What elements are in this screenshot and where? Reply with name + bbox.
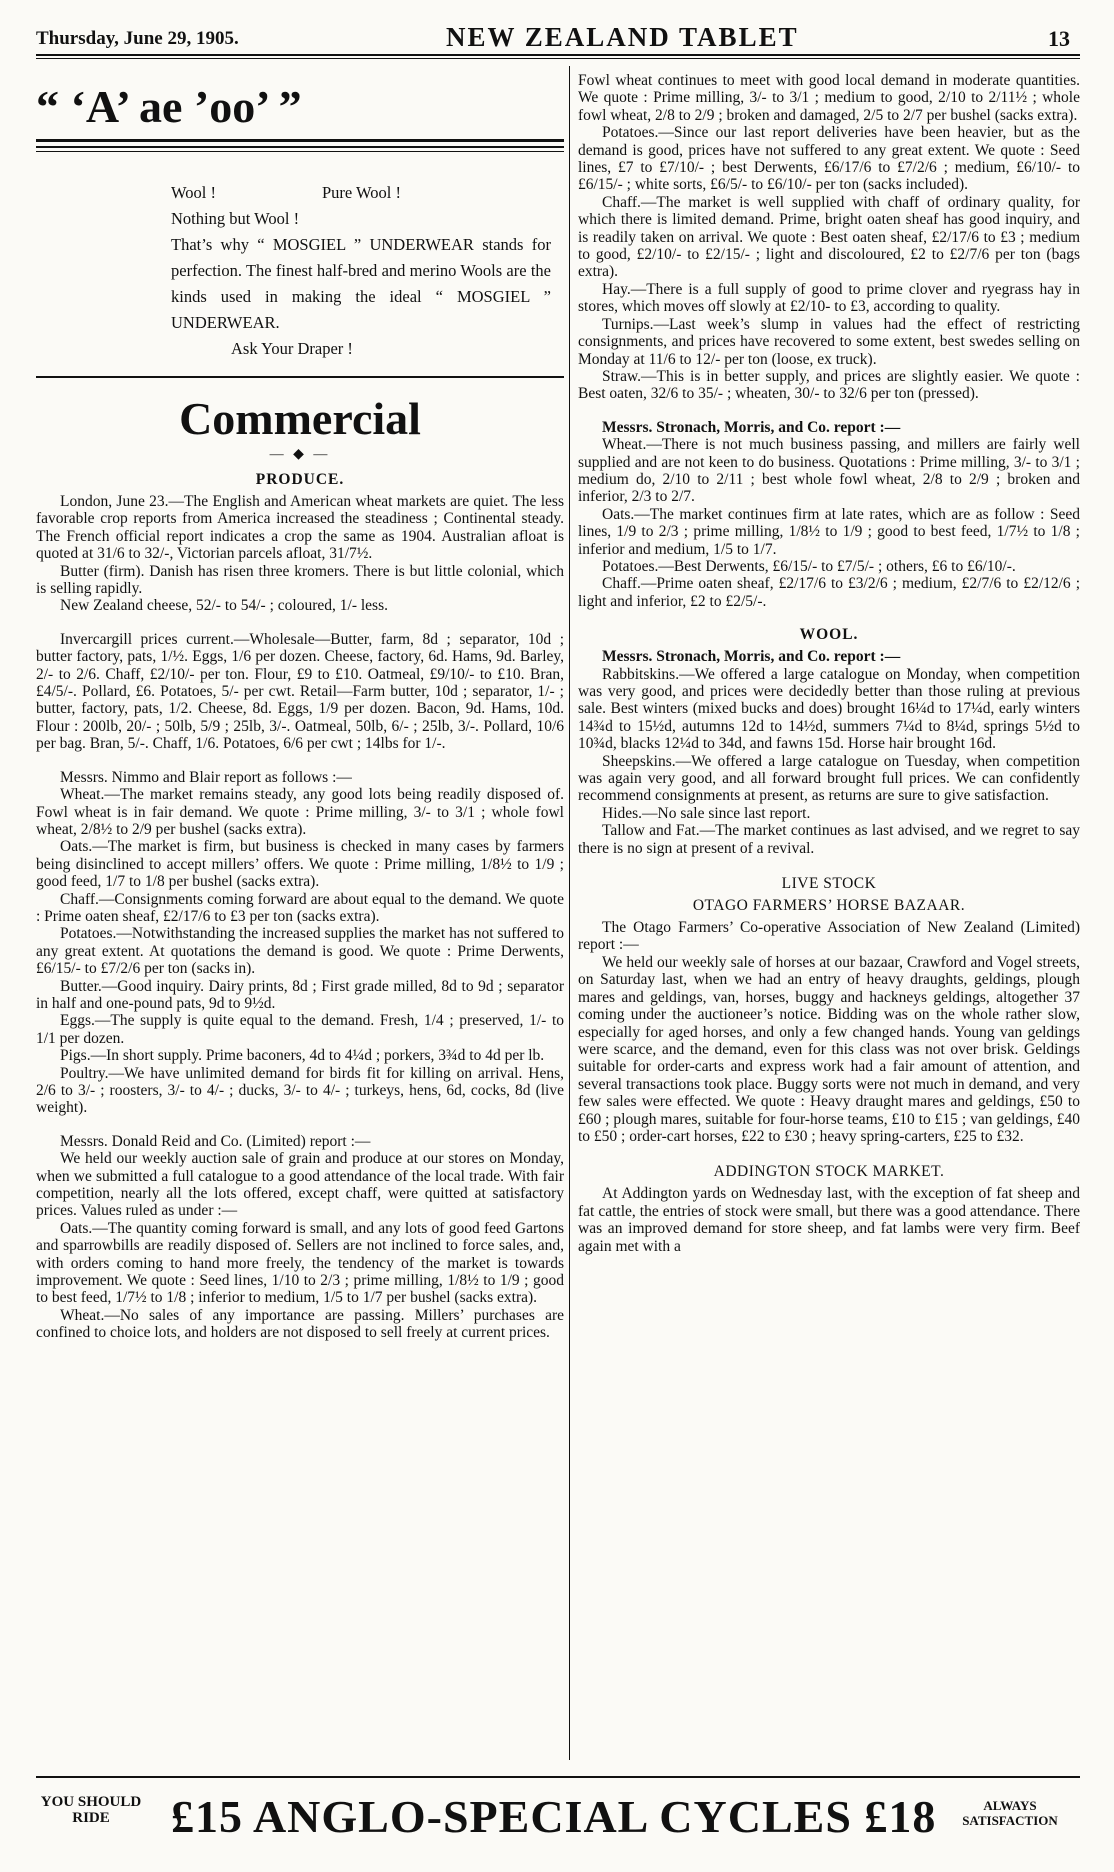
mosgiel-advertisement [171,180,551,362]
reid-intro: We held our weekly auction sale of grain and produce at our stores on Monday, when we submitted a full catalogue to a good attendance of the local trade. With fair competition, nearly all the lots offered, except chaff, were quitted at satisfactory prices. Values ruled as under :— [36,1150,564,1220]
horse-bazaar-heading: OTAGO FARMERS’ HORSE BAZAAR. [692,897,966,915]
ad-body: That’s why “ MOSGIEL ” UNDERWEAR stands for perfection. The finest half-bred and merino Wools are the kinds used in making the ideal “ MOSGIEL ” UNDERWEAR. [171,235,551,332]
page-number: 13 [1048,26,1070,51]
hides-report: Hides.—No sale since last report. [602,804,811,822]
footer-main-text: £15 ANGLO-SPECIAL CYCLES £18 [171,1791,937,1842]
nimmo-oats: Oats.—The market is firm, but business is checked in many cases by farmers being disinclined to accept millers’ offers. We quote : Prime milling, 1/8½ to 1/9 ; good feed, 1/7 to 1/8 per bushel (sacks extra). [36,838,564,891]
cheese-report: New Zealand cheese, 52/- to 54/- ; coloured, 1/- less. [60,597,388,615]
reid-heading: Messrs. Donald Reid and Co. (Limited) report :— [60,1132,371,1150]
tallow-report: Tallow and Fat.—The market continues as last advised, and we regret to say there is no sign at present of a revival. [578,822,1080,857]
turnips-report: Turnips.—Last week’s slump in values had the effect of restricting consignments, and prices have recovered to some extent, best swedes selling on Monday at 11/6 to 12/- per ton (loose, ex truck). [578,315,1080,368]
nimmo-eggs: Eggs.—The supply is quite equal to the demand. Fresh, 1/4 ; preserved, 1/- to 1/1 per dozen. [36,1012,564,1047]
ad-wool-text: Wool ! [171,183,216,202]
fowl-wheat-report: Fowl wheat continues to meet with good local demand in moderate quantities. We quote : Prime milling, 3/- to 3/1 ; medium to good, 2/10 to 2/11½ ; whole fowl wheat, 2/8 to 2/9 ; broken and damaged, 2/5 to 2/7 per bushel (sacks extra). [578,72,1080,124]
page-header [36,22,1080,52]
commercial-title: Commercial [179,393,421,444]
footer-rule [36,1776,1080,1778]
ad-nothing-but-wool: Nothing but Wool ! [171,209,300,228]
straw-report: Straw.—This is in better supply, and prices are slightly easier. We quote : Best oaten, 32/6 to 35/- ; wheaten, 30/- to 32/6 per ton (pressed). [578,367,1080,403]
ad-signoff: Ask Your Draper ! [231,339,353,358]
stronach-heading: Messrs. Stronach, Morris, and Co. report :— [602,418,901,436]
nimmo-potatoes: Potatoes.—Notwithstanding the increased supplies the market has not suffered to any great extent. At quotations the demand is good. We quote : Prime Derwents, £6/15/- to £7/2/6 per ton (sacks in). [36,925,564,978]
addington-body: At Addington yards on Wednesday last, with the exception of fat sheep and fat cattle, the entries of stock were small, but there was a good attendance. There was an improved demand for store sheep, and fat lambs were very firm. Beef again met with a [578,1185,1080,1255]
header-rule-thin [36,58,1080,59]
hay-report: Hay.—There is a full supply of good to prime clover and ryegrass hay in stores, which moves off slowly at £2/10- to £3, according to quality. [578,280,1080,316]
issue-date: Thursday, June 29, 1905. [36,28,239,49]
nimmo-chaff: Chaff.—Consignments coming forward are about equal to the demand. We quote : Prime oaten sheaf, £2/17/6 to £3 per ton (sacks extra). [36,890,564,925]
horse-bazaar-body: We held our weekly sale of horses at our bazaar, Crawford and Vogel streets, on Saturday last, when we had an entry of heavy draughts, geldings, plough mares and geldings, van, horses, buggy and hackneys geldings, altogether 37 coming under the auctioneer’s notice. Bidding was on the whole rather slow, especially for aged horses, and only a few changed hands. Young van geldings were scarce, and the demand, even for this class was not over brisk. Geldings suitable for order-carts and express work had a fair amount of attention, and several transactions took place. Buggy sorts were not much in demand, and very few sales were effected. We quote : Heavy draught mares and geldings, £50 to £60 ; plough mares, suitable for four-horse teams, £10 to £15 ; van geldings, £40 to £50 ; order-cart horses, £22 to £30 ; heavy spring-carters, £25 to £32. [578,953,1080,1145]
ornament-divider: — ◆ — [269,447,331,462]
stronach-chaff: Chaff.—Prime oaten sheaf, £2/17/6 to £3/2/6 ; medium, £2/7/6 to £2/12/6 ; light and inferior, £2 to £2/5/-. [578,575,1080,610]
masthead: NEW ZEALAND TABLET [446,22,799,52]
potatoes-report: Potatoes.—Since our last report deliveries have been heavier, but as the demand is good, prices have not suffered to any great extent. We quote : Seed lines, £7 to £7/10/- ; best Derwents, £6/17/6 to £7/2/6 ; medium, £6/10/- to £6/15/- ; white sorts, £6/5/- to £6/10/- per ton (sacks included). [578,124,1080,194]
ad-title: “ ‘A’ ae ’oo’ ” [36,81,302,132]
ad-pure-wool-text: Pure Wool ! [321,183,401,202]
chaff-report: Chaff.—The market is well supplied with chaff of ordinary quality, for which there is limited demand. Prime, bright oaten sheaf has good inquiry, and is readily taken on arrival. We quote : Best oaten sheaf, £2/17/6 to £3 ; medium to good, £2/10/- to £2/15/- ; light and discoloured, £2 to £2/7/6 per ton (bags extra). [578,193,1080,281]
stronach-oats: Oats.—The market continues firm at late rates, which are as follow : Seed lines, 1/9 to 2/3 ; prime milling, 1/8½ to 1/9 ; good to best feed, 1/7½ to 1/8 ; inferior and medium, 1/5 to 1/7. [578,505,1080,558]
butter-report: Butter (firm). Danish has risen three kromers. There is but little colonial, which is selling rapidly. [36,562,564,598]
cycles-advertisement [36,1790,1080,1854]
left-column [36,72,564,1752]
ad-thin-rule [36,151,564,152]
nimmo-wheat: Wheat.—The market remains steady, any good lots being readily disposed of. Fowl wheat is in fair demand. We quote : Prime milling, 3/- to 3/1 ; whole fowl wheat, 2/8½ to 2/9 per bushel (sacks extra). [36,786,564,838]
nimmo-pigs: Pigs.—In short supply. Prime baconers, 4d to 4¼d ; porkers, 3¾d to 4d per lb. [60,1047,545,1065]
wool-report-heading: Messrs. Stronach, Morris, and Co. report :— [602,648,901,666]
ad-line-1 [171,180,401,206]
produce-heading: PRODUCE. [255,471,345,488]
section-rule [36,376,564,378]
addington-heading: ADDINGTON STOCK MARKET. [713,1163,945,1181]
reid-wheat: Wheat.—No sales of any importance are passing. Millers’ purchases are confined to choice lots, and holders are not disposed to sell freely at current prices. [36,1306,564,1342]
wool-heading: WOOL. [799,626,859,644]
ad-double-rule [36,139,564,148]
invercargill-prices: Invercargill prices current.—Wholesale—Butter, farm, 8d ; separator, 10d ; butter factory, pats, 1/½. Eggs, 1/6 per dozen. Cheese, factory, 6d. Hams, 9d. Barley, 2/- to 2/6. Chaff, £2/10/- per ton. Flour, £9 to £10. Oatmeal, £9/10/- to £10. Bran, £4/5/-. Pollard, £6. Potatoes, 5/- per cwt. Retail—Farm butter, 10d ; separator, 1/- ; butter, factory, pats, 1/2. Cheese, 8d. Eggs, 1/9 per dozen. Bacon, 9d. Hams, 10d. Flour : 200lb, 20/- ; 50lb, 5/9 ; 25lb, 3/-. Oatmeal, 50lb, 6/- ; 25lb, 3/-. Pollard, 10/6 per bag. Bran, 5/-. Chaff, 1/6. Potatoes, 6/6 per cwt ; 14lbs for 1/-. [36,630,564,753]
footer-right-text: ALWAYS SATISFACTION [962,1798,1058,1828]
nimmo-blair-heading: Messrs. Nimmo and Blair report as follows :— [60,768,352,786]
right-column [578,72,1080,1752]
stronach-potatoes: Potatoes.—Best Derwents, £6/15/- to £7/5/- ; others, £6 to £6/10/-. [602,557,1016,575]
footer-left-text: YOU SHOULD RIDE [40,1794,142,1826]
stronach-wheat: Wheat.—There is not much business passing, and millers are fairly well supplied and are not keen to do business. Quotations : Prime milling, 3/- to 3/1 ; medium do, 2/10 to 2/11 ; best whole fowl wheat, 2/8 to 2/9 ; broken and inferior, 2/3 to 2/7. [578,436,1080,506]
london-report: London, June 23.—The English and American wheat markets are quiet. The less favorable crop reports from America increased the steadiness ; Continental steady. The French official report indicates a crop the same as 1904. Australian afloat is quoted at 31/6 to 32/-, Victorian parcels afloat, 31/7½. [36,493,564,563]
column-divider [569,66,570,1760]
reid-oats: Oats.—The quantity coming forward is small, and any lots of good feed Gartons and sparrowbills are readily disposed of. Sellers are not inclined to force sales, and, with orders coming to hand more freely, the tendency of the market is towards improvement. We quote : Seed lines, 1/10 to 2/3 ; prime milling, 1/8½ to 1/9 ; good to best feed, 1/7½ to 1/8 ; inferior to medium, 1/5 to 1/7 per bushel (sacks extra). [36,1219,564,1307]
nimmo-butter: Butter.—Good inquiry. Dairy prints, 8d ; First grade milled, 8d to 9d ; separator in half and one-pound pats, 9d to 9½d. [36,977,564,1012]
livestock-heading: LIVE STOCK [781,875,877,893]
sheepskins-report: Sheepskins.—We offered a large catalogue on Tuesday, when competition was again very good, and all forward brought full prices. We can confidently recommend consignments at present, as returns are sure to give satisfaction. [578,752,1080,805]
nimmo-poultry: Poultry.—We have unlimited demand for birds fit for killing on arrival. Hens, 2/6 to 3/- ; roosters, 3/- to 4/- ; ducks, 3/- to 4/- ; turkeys, hens, 6d, cocks, 8d (live weight). [36,1064,564,1117]
horse-bazaar-intro: The Otago Farmers’ Co-operative Association of New Zealand (Limited) report :— [578,919,1080,954]
header-rule [36,54,1080,56]
rabbitskins-report: Rabbitskins.—We offered a large catalogue on Monday, when competition was very good, and prices were decidedly better than those ruling at previous sale. Best winters (mixed bucks and does) brought 16¼d to 17¼d, early winters 14¾d to 15½d, autumns 12d to 14½d, summers 7¼d to 8¼d, springs 5½d to 10¾d, blacks 12¼d to 34d, and fawns 15d. Horse hair brought 16d. [578,665,1080,753]
